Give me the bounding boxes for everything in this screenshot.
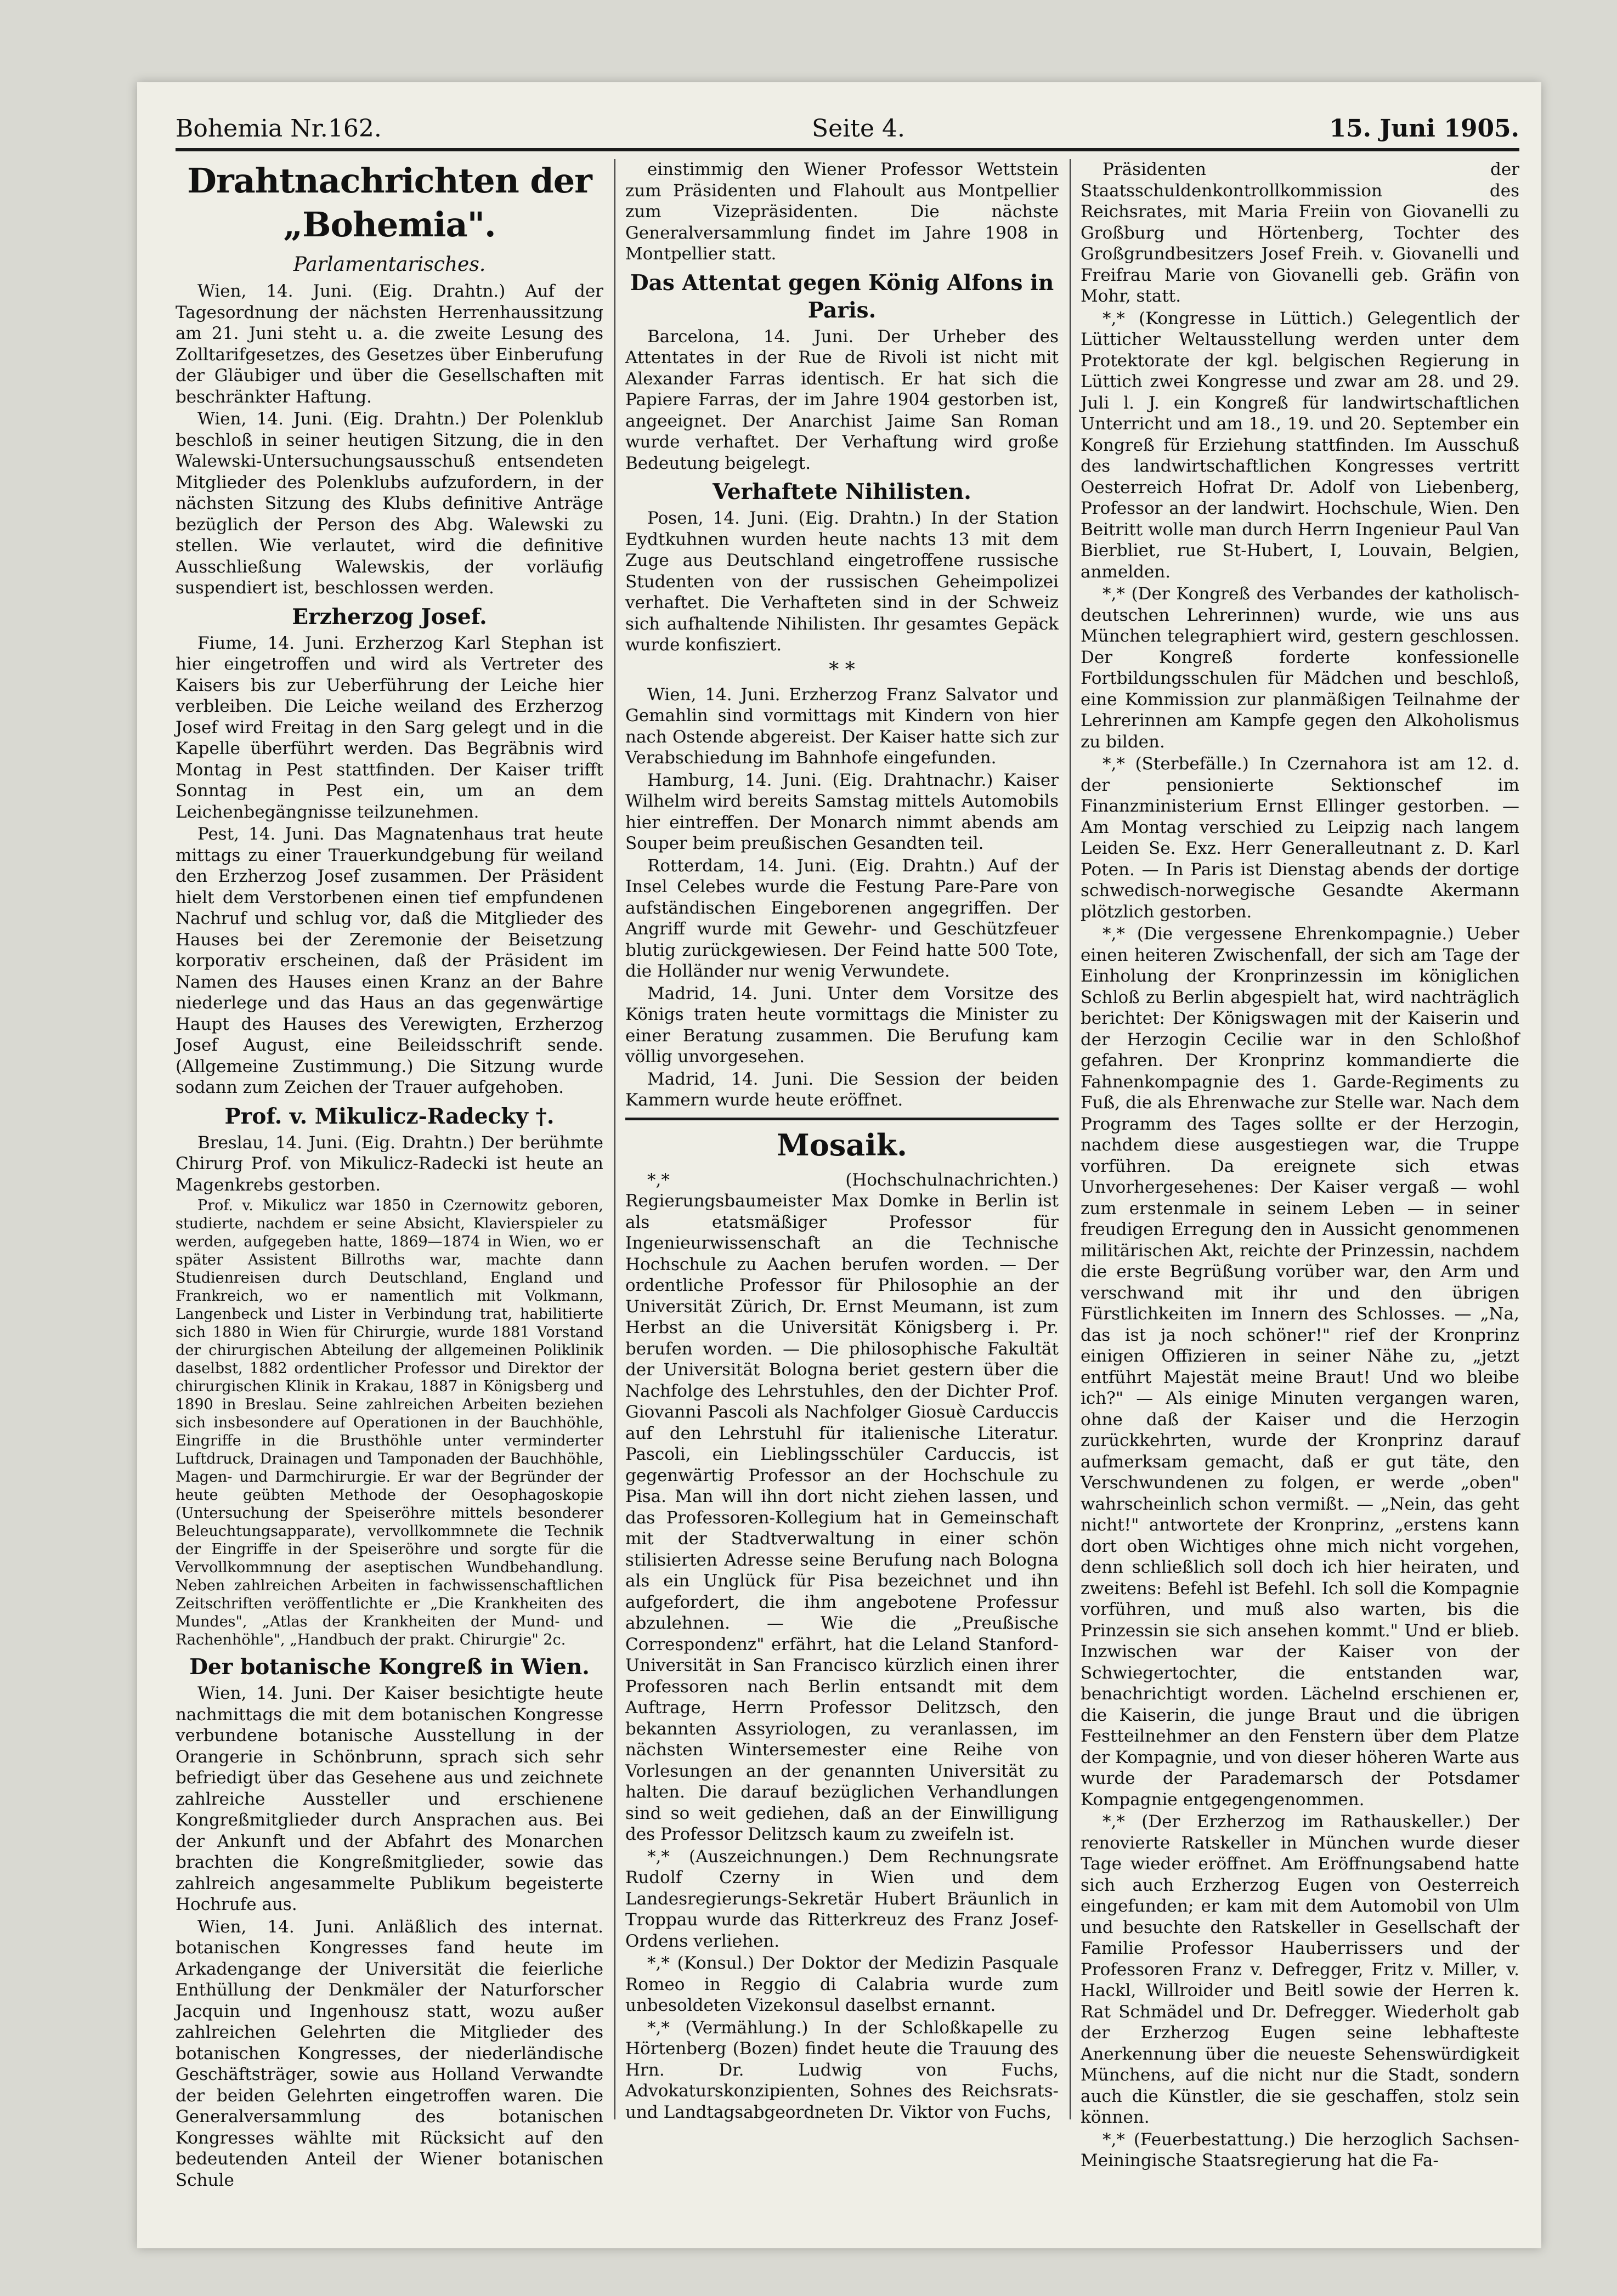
article-paragraph: *,* (Der Erzherzog im Rathauskeller.) Der renovierte Ratskeller in München wurde dieser Tage wieder eröffnet. Am Eröffnungsabend hatte sich auch Erzherzog Eugen von Oesterreich eingefunden; er kam mit dem Automobil von Ulm und besuchte den Ratskeller in Gesellschaft der Familie Professor Hauberrissers und der Professoren Franz v. Defregger, Fritz v. Miller, v. Hackl, Willroider und Beitl sowie der Herren k. Rat Schmädel und Dr. Defregger. Wiederholt gab der Erzherzog Eugen seine lebhafteste Anerkennung über die neueste Sehenswürdigkeit Münchens, auf die nicht nur die Stadt, sondern auch die Künstler, die sie geschaffen, stolz sein können. bbox=[1081, 1812, 1519, 2127]
column-3 bbox=[1081, 159, 1519, 2170]
article-paragraph: *,* (Auszeichnungen.) Dem Rechnungsrate Rudolf Czerny in Wien und dem Landesregierungs-Sekretär Hubert Bräunlich in Troppau wurde das Ritterkreuz des Franz Josef-Ordens verliehen. bbox=[625, 1846, 1059, 1951]
section-heading: Verhaftete Nihilisten. bbox=[713, 479, 971, 504]
column-divider bbox=[614, 159, 615, 2119]
article-paragraph: Wien, 14. Juni. Anläßlich des internat. botanischen Kongresses fand heute im Arkadengange der Universität die feierliche Enthüllung der Denkmäler der Naturforscher Jacquin und Ingenhousz statt, wozu außer zahlreichen Gelehrten die Mitglieder des botanischen Kongresses, der niederländische Geschäftsträger, sowie aus Holland Verwandte der beiden Gelehrten eingetroffen waren. Die Generalversammlung des botanischen Kongresses wählte mit Rücksicht auf den bedeutenden Anteil der Wiener botanischen Schule bbox=[176, 1917, 603, 2190]
article-paragraph: *,* (Vermählung.) In der Schloßkapelle zu Hörtenberg (Bozen) findet heute die Trauung des Hrn. Dr. Ludwig von Fuchs, Advokaturskonzipienten, Sohnes des Reichsrats- und Landtagsabgeordneten Dr. Viktor von Fuchs, bbox=[625, 2017, 1059, 2122]
article-paragraph: Breslau, 14. Juni. (Eig. Drahtn.) Der berühmte Chirurg Prof. von Mikulicz-Radecki ist heute an Magenkrebs gestorben. bbox=[176, 1132, 603, 1195]
section-heading: Der botanische Kongreß in Wien. bbox=[189, 1654, 590, 1680]
article-paragraph: *,* (Hochschulnachrichten.) Regierungsbaumeister Max Domke in Berlin ist als etatsmäßiger Professor für Ingenieurwissenschaft an die Technische Hochschule zu Aachen berufen worden. — Der ordentliche Professor für Philosophie an der Universität Zürich, Dr. Ernst Meumann, ist zum Herbst an die Universität Königsberg i. Pr. berufen worden. — Die philosophische Fakultät der Universität Bologna beriet gestern über die Nachfolge des Lehrstuhles, den der Dichter Prof. Giovanni Pascoli als Nachfolger Giosuè Carduccis auf den Lehrstuhl für italienische Literatur. Pascoli, ein Lieblingsschüler Carduccis, ist gegenwärtig Professor an der Hochschule zu Pisa. Man will ihn dort nicht ziehen lassen, und das Professoren-Kollegium hat in Gemeinschaft mit der Stadtverwaltung in einer schön stilisierten Adresse seine Berufung nach Bologna als ein Unglück für Pisa bezeichnet und ihn aufgefordert, die ihm angebotene Professur abzulehnen. — Wie die „Preußische Correspondenz" erfährt, hat die Leland Stanford-Universität in San Francisco kürzlich einen ihrer Professoren nach Berlin entsandt mit dem Auftrage, Herrn Professor Delitzsch, den bekannten Assyriologen, zu veranlassen, im nächsten Wintersemester eine Reihe von Vorlesungen an der genannten Universität zu halten. Die darauf bezüglichen Verhandlungen sind so weit gediehen, daß an der Einwilligung des Professor Delitzsch kaum zu zweifeln ist. bbox=[625, 1170, 1059, 1844]
article-paragraph-small: Prof. v. Mikulicz war 1850 in Czernowitz geboren, studierte, nachdem er seine Absicht, Klavierspieler zu werden, aufgegeben hatte, 1869—1874 in Wien, wo er später Assistent Billroths war, machte dann Studienreisen durch Deutschland, England und Frankreich, wo er namentlich mit Volkmann, Langenbeck und Lister in Verbindung trat, habilitierte sich 1880 in Wien für Chirurgie, wurde 1881 Vorstand der chirurgischen Abteilung der allgemeinen Poliklinik daselbst, 1882 ordentlicher Professor und Direktor der chirurgischen Klinik in Krakau, 1887 in Königsberg und 1890 in Breslau. Seine zahlreichen Arbeiten beziehen sich insbesondere auf Operationen in der Bauchhöhle, Eingriffe in die Brusthöhle unter verminderter Luftdruck, Drainagen und Tamponaden der Bauchhöhle, Magen- und Darmchirurgie. Er war der Begründer der heute geübten Methode der Oesophagoskopie (Untersuchung der Speiseröhre mittels besonderer Beleuchtungsapparate), vervollkommnete die Technik der Eingriffe in der Speiseröhre und sorgte für die Vervollkommnung der aseptischen Wundbehandlung. Neben zahlreichen Arbeiten in fachwissenschaftlichen Zeitschriften veröffentlichte er „Die Krankheiten des Mundes", „Atlas der Krankheiten der Mund- und Rachenhöhle", „Handbuch der prakt. Chirurgie" 2c. bbox=[176, 1197, 603, 1648]
article-paragraph: *,* (Der Kongreß des Verbandes der katholisch-deutschen Lehrerinnen) wurde, wie uns aus München telegraphiert wird, gestern geschlossen. Der Kongreß forderte konfessionelle Fortbildungsschulen für Mädchen und beschloß, eine Kommission zur planmäßigen Teilnahme der Lehrerinnen am Kampfe gegen den Alkoholismus zu bilden. bbox=[1081, 584, 1519, 752]
article-paragraph: Pest, 14. Juni. Das Magnatenhaus trat heute mittags zu einer Trauerkundgebung für weiland den Erzherzog Josef zusammen. Der Präsident hielt dem Verstorbenen einen tief empfundenen Nachruf und schlug vor, daß die Mitglieder des Hauses bei der Zeremonie der Beisetzung korporativ erscheinen, daß der Präsident im Namen des Hauses einen Kranz an der Bahre niederlege und das Haus an das gegenwärtige Haupt des Hauses des Verewigten, Erzherzog Josef August, eine Beileidsschrift sende. (Allgemeine Zustimmung.) Die Sitzung wurde sodann zum Zeichen der Trauer aufgehoben. bbox=[176, 824, 603, 1097]
article-paragraph: Wien, 14. Juni. Erzherzog Franz Salvator und Gemahlin sind vormittags mit Kindern von hier nach Ostende abgereist. Der Kaiser hatte sich zur Verabschiedung im Bahnhofe eingefunden. bbox=[625, 684, 1059, 768]
column-divider bbox=[1070, 159, 1071, 2119]
asterisk-separator: * * bbox=[829, 658, 855, 681]
article-paragraph: Wien, 14. Juni. Der Kaiser besichtigte heute nachmittags die mit dem botanischen Kongresse verbundene botanische Ausstellung in der Orangerie in Schönbrunn, sprach sich sehr befriedigt über das Gesehene aus und zeichnete zahlreiche Aussteller und erschienene Kongreßmitglieder durch Ansprachen aus. Bei der Ankunft und der Abfahrt des Monarchen brachten die Kongreßmitglieder, sowie das zahlreich angesammelte Publikum begeisterte Hochrufe aus. bbox=[176, 1683, 603, 1914]
article-paragraph: *,* (Die vergessene Ehrenkompagnie.) Ueber einen heiteren Zwischenfall, der sich am Tage der Einholung der Kronprinzessin im königlichen Schloß zu Berlin abgespielt hat, wird nachträglich berichtet: Der Königswagen mit der Kaiserin und der Herzogin Cecilie war in den Schloßhof gefahren. Der Kronprinz kommandierte die Fahnenkompagnie des 1. Garde-Regiments zu Fuß, die als Ehrenwache zur Stelle war. Nach dem Programm des Tages sollte er der Herzogin, nachdem diese ausgestiegen war, die Truppe vorführen. Da ereignete sich etwas Unvorhergesehenes: Der Kaiser vergaß — wohl zum erstenmale in seinem Leben — in seiner freudigen Erregung den in Aussicht genommenen militärischen Akt, reichte der Prinzessin, nachdem die erste Begrüßung vorüber war, den Arm und verschwand mit ihr und den übrigen Fürstlichkeiten im Innern des Schlosses. — „Na, das ist ja noch schöner!" rief der Kronprinz einigen Offizieren in seiner Nähe zu, „jetzt entführt Majestät meine Braut! Und wo bleibe ich?" — Als einige Minuten vergangen waren, ohne daß der Kaiser und die Herzogin zurückkehrten, wurde der Kronprinz darauf aufmerksam gemacht, daß er gut täte, den Verschwundenen zu folgen, er werde „oben" wahrscheinlich schon vermißt. — „Nein, das geht nicht!" antwortete der Kronprinz, „erstens kann dort oben Wichtiges ohne mich nicht vorgehen, denn schließlich soll doch ich hier heiraten, und zweitens: Befehl ist Befehl. Ich soll die Kompagnie vorführen, und muß also warten, bis die Prinzessin sie sich ansehen kommt." Und er blieb. Inzwischen war der Kaiser von der Schwiegertochter, die entstanden war, benachrichtigt worden. Lächelnd erschienen er, die Kaiserin, die junge Braut und die übrigen Festteilnehmer an den Fenstern über dem Platze der Kompagnie, und von dieser höheren Warte aus wurde der Parademarsch der Potsdamer Kompagnie entgegengenommen. bbox=[1081, 924, 1519, 1810]
article-paragraph: Wien, 14. Juni. (Eig. Drahtn.) Auf der Tagesordnung der nächsten Herrenhaussitzung am 21. Juni steht u. a. die zweite Lesung des Zolltarifgesetzes, des Gesetzes über Einberufung der Gläubiger und über die Gesellschaften mit beschränkter Haftung. bbox=[176, 281, 603, 407]
article-paragraph: Barcelona, 14. Juni. Der Urheber des Attentates in der Rue de Rivoli ist nicht mit Alexander Farras identisch. Er hat sich die Papiere Farras, der im Jahre 1904 gestorben ist, angeeignet. Der Anarchist Jaime San Roman wurde verhaftet. Der Verhaftung wird große Bedeutung beigelegt. bbox=[625, 326, 1059, 473]
column-1 bbox=[176, 159, 603, 2190]
section-rule bbox=[625, 1118, 1059, 1120]
section-heading: Erzherzog Josef. bbox=[292, 604, 487, 630]
article-paragraph: Fiume, 14. Juni. Erzherzog Karl Stephan ist hier eingetroffen und wird als Vertreter des Kaisers bis zur Ueberführung der Leiche hier verbleiben. Die Leiche weiland des Erzherzog Josef wird Freitag in den Sarg gelegt und in die Kapelle überführt werden. Das Begräbnis wird Montag in Pest stattfinden. Der Kaiser trifft Sonntag in Pest ein, um an dem Leichenbegängnisse teilzunehmen. bbox=[176, 633, 603, 822]
section-heading: Parlamentarisches. bbox=[293, 253, 486, 276]
article-paragraph: Madrid, 14. Juni. Unter dem Vorsitze des Königs traten heute vormittags die Minister zu einer Beratung zusammen. Die Berufung kam völlig unvorgesehen. bbox=[625, 983, 1059, 1067]
section-heading: Prof. v. Mikulicz-Radecky †. bbox=[224, 1103, 555, 1129]
article-paragraph: Hamburg, 14. Juni. (Eig. Drahtnachr.) Kaiser Wilhelm wird bereits Samstag mittels Automobils hier eintreffen. Der Monarch nimmt abends am Souper beim preußischen Gesandten teil. bbox=[625, 770, 1059, 853]
article-paragraph: *,* (Feuerbestattung.) Die herzoglich Sachsen-Meiningische Staatsregierung hat die Fa- bbox=[1081, 2129, 1519, 2170]
article-paragraph: Madrid, 14. Juni. Die Session der beiden Kammern wurde heute eröffnet. bbox=[625, 1069, 1059, 1110]
section-heading: Das Attentat gegen König Alfons in Paris. bbox=[630, 270, 1054, 323]
masthead-title: Drahtnachrichten der „Bohemia". bbox=[187, 161, 592, 245]
article-paragraph: *,* (Kongresse in Lüttich.) Gelegentlich der Lütticher Weltausstellung werden unter dem Protektorate der kgl. belgischen Regierung in Lüttich zwei Kongresse und zwar am 28. und 29. Juli l. J. ein Kongreß für landwirtschaftlichen Unterricht und am 18., 19. und 20. September ein Kongreß für Erziehung stattfinden. Im Ausschuß des landwirtschaftlichen Kongresses vertritt Oesterreich Hofrat Dr. Adolf von Liebenberg, Professor an der landwirt. Hochschule, Wien. Den Beitritt wolle man durch Herrn Ingenieur Paul Van Bierbliet, rue St-Hubert, I, Louvain, Belgien, anmelden. bbox=[1081, 308, 1519, 582]
article-paragraph: Präsidenten der Staatsschuldenkontrollkommission des Reichsrates, mit Maria Freiin von Giovanelli zu Großburg und Hörtenberg, Tochter des Großgrundbesitzers Josef Freih. v. Giovanelli und Freifrau Marie von Giovanelli geb. Gräfin von Mohr, statt. bbox=[1081, 160, 1519, 306]
page-header bbox=[176, 112, 1519, 145]
article-paragraph: Posen, 14. Juni. (Eig. Drahtn.) In der Station Eydtkuhnen wurden heute nachts 13 mit dem Zuge aus Deutschland eingetroffene russische Studenten von der russischen Geheimpolizei verhaftet. Die Verhafteten sind in der Schweiz sich aufhaltende Nihilisten. Ihr gesamtes Gepäck wurde konfisziert. bbox=[625, 508, 1059, 655]
issue-number: Bohemia Nr.162. bbox=[176, 115, 382, 143]
article-paragraph: *,* (Sterbefälle.) In Czernahora ist am 12. d. der pensionierte Sektionschef im Finanzministerium Ernst Ellinger gestorben. — Am Montag verschied zu Leipzig nach langem Leiden Se. Exz. Herr Generalleutnant z. D. Karl Poten. — In Paris ist Dienstag abends der dortige schwedisch-norwegische Gesandte Akermann plötzlich gestorben. bbox=[1081, 754, 1519, 922]
header-rule bbox=[176, 148, 1519, 151]
section-heading-mosaik: Mosaik. bbox=[777, 1127, 907, 1163]
article-paragraph: einstimmig den Wiener Professor Wettstein zum Präsidenten und Flahoult aus Montpellier zum Vizepräsidenten. Die nächste Generalversammlung findet im Jahre 1908 in Montpellier statt. bbox=[625, 160, 1059, 264]
article-paragraph: Rotterdam, 14. Juni. (Eig. Drahtn.) Auf der Insel Celebes wurde die Festung Pare-Pare von aufständischen Eingeborenen angegriffen. Der Angriff wurde mit Gewehr- und Geschützfeuer blutig zurückgewiesen. Der Feind hatte 500 Tote, die Holländer nur wenig Verwundete. bbox=[625, 855, 1059, 981]
article-paragraph: *,* (Konsul.) Der Doktor der Medizin Pasquale Romeo in Reggio di Calabria wurde zum unbesoldeten Vizekonsul daselbst ernannt. bbox=[625, 1953, 1059, 2015]
column-2 bbox=[625, 159, 1059, 2122]
page-number: Seite 4. bbox=[812, 115, 905, 143]
issue-date: 15. Juni 1905. bbox=[1329, 115, 1519, 143]
article-paragraph: Wien, 14. Juni. (Eig. Drahtn.) Der Polenklub beschloß in seiner heutigen Sitzung, die in den Walewski-Untersuchungsausschuß entsendeten Mitglieder des Polenklubs aufzufordern, in der nächsten Sitzung des Klubs definitive Anträge bezüglich der Person des Abg. Walewski zu stellen. Wie verlautet, wird die definitive Ausschließung Walewskis, der vorläufig suspendiert ist, beschlossen werden. bbox=[176, 409, 603, 598]
